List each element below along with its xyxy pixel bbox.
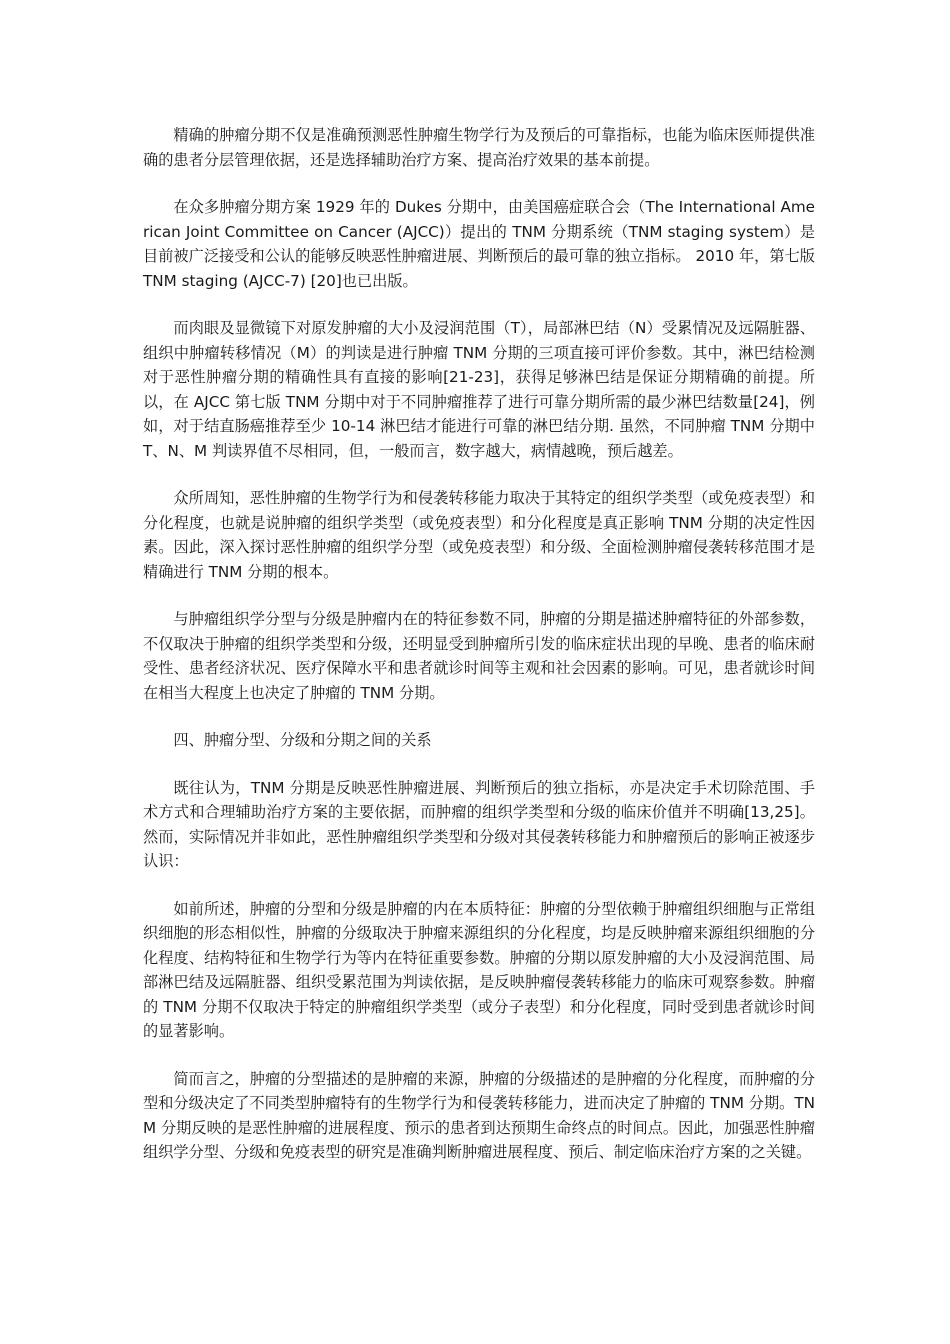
paragraph-histology-determinant: 众所周知，恶性肿瘤的生物学行为和侵袭转移能力取决于其特定的组织学类型（或免疫表型）和分化程度，也就是说肿瘤的组织学类型（或免疫表型）和分化程度是真正影响 TNM 分期的决定性因素。因此，深入探讨恶性肿瘤的组织学分型（或免疫表型）和分级、全面检测肿瘤侵袭转移范围才是精确进行 TNM 分期的根本。 xyxy=(143,489,815,581)
section-heading: 四、肿瘤分型、分级和分期之间的关系 xyxy=(173,731,432,749)
document-body xyxy=(143,123,815,1188)
paragraph-staging-importance: 精确的肿瘤分期不仅是准确预测恶性肿瘤生物学行为及预后的可靠指标，也能为临床医师提供准确的患者分层管理依据，还是选择辅助治疗方案、提高治疗效果的基本前提。 xyxy=(143,126,815,169)
paragraph-tnm-parameters: 而肉眼及显微镜下对原发肿瘤的大小及浸润范围（T），局部淋巴结（N）受累情况及远隔脏器、组织中肿瘤转移情况（M）的判读是进行肿瘤 TNM 分期的三项直接可评价参数。其中，淋巴结检测对于恶性肿瘤分期的精确性具有直接的影响[21-23]，获得足够淋巴结是保证分期精确的前提。所以，在 AJCC 第七版 TNM 分期中对于不同肿瘤推荐了进行可靠分期所需的最少淋巴结数量[24]，例如，对于结直肠癌推荐至少 10-14 淋巴结才能进行可靠的淋巴结分期. 虽然，不同肿瘤 TNM 分期中 T、N、M 判读界值不尽相同，但，一般而言，数字越大，病情越晚，预后越差。 xyxy=(143,319,815,460)
paragraph-intrinsic-features: 如前所述，肿瘤的分型和分级是肿瘤的内在本质特征：肿瘤的分型依赖于肿瘤组织细胞与正常组织细胞的形态相似性，肿瘤的分级取决于肿瘤来源组织的分化程度，均是反映肿瘤来源组织细胞的分化程度、结构特征和生物学行为等内在特征重要参数。肿瘤的分期以原发肿瘤的大小及浸润范围、局部淋巴结及远隔脏器、组织受累范围为判读依据，是反映肿瘤侵袭转移能力的临床可观察参数。肿瘤的 TNM 分期不仅取决于特定的肿瘤组织学类型（或分子表型）和分化程度，同时受到患者就诊时间的显著影响。 xyxy=(143,899,815,1040)
paragraph-summary: 简而言之，肿瘤的分型描述的是肿瘤的来源，肿瘤的分级描述的是肿瘤的分化程度，而肿瘤的分型和分级决定了不同类型肿瘤特有的生物学行为和侵袭转移能力，进而决定了肿瘤的 TNM 分期。TNM 分期反映的是恶性肿瘤的进展程度、预示的患者到达预期生命终点的时间点。因此，加强恶性肿瘤组织学分型、分级和免疫表型的研究是准确判断肿瘤进展程度、预后、制定临床治疗方案的之关键。 xyxy=(143,1069,815,1161)
paragraph-external-factors: 与肿瘤组织学分型与分级是肿瘤内在的特征参数不同，肿瘤的分期是描述肿瘤特征的外部参数，不仅取决于肿瘤的组织学类型和分级，还明显受到肿瘤所引发的临床症状出现的早晚、患者的临床耐受性、患者经济状况、医疗保障水平和患者就诊时间等主观和社会因素的影响。可见，患者就诊时间在相当大程度上也决定了肿瘤的 TNM 分期。 xyxy=(143,610,815,702)
paragraph-previous-view: 既往认为，TNM 分期是反映恶性肿瘤进展、判断预后的独立指标，亦是决定手术切除范围、手术方式和合理辅助治疗方案的主要依据，而肿瘤的组织学类型和分级的临床价值并不明确[13,25]。然而，实际情况并非如此，恶性肿瘤组织学类型和分级对其侵袭转移能力和肿瘤预后的影响正被逐步认识： xyxy=(143,778,815,870)
paragraph-tnm-system: 在众多肿瘤分期方案 1929 年的 Dukes 分期中，由美国癌症联合会（The International American Joint Committee on Cancer (AJCC)）提出的 TNM 分期系统（TNM staging system）是目前被广泛接受和公认的能够反映恶性肿瘤进展、判断预后的最可靠的独立指标。 2010 年，第七版 TNM staging (AJCC-7) [20]也已出版。 xyxy=(143,198,815,290)
